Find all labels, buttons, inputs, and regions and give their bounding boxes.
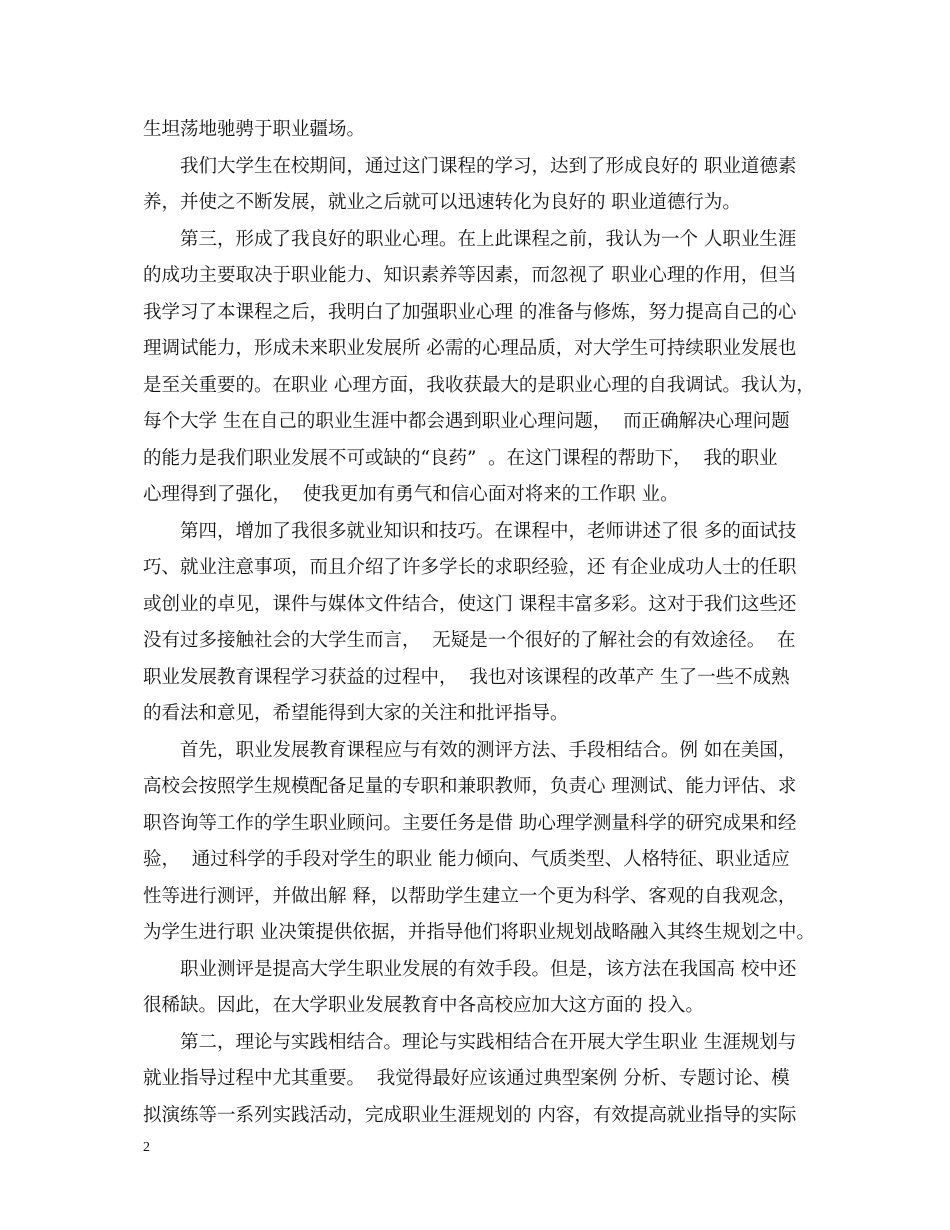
text-line: 没有过多接触社会的大学生而言， 无疑是一个很好的了解社会的有效途径。 在 (143, 630, 796, 651)
text-line: 第四，增加了我很多就业知识和技巧。在课程中，老师讲述了很 多的面试技 (180, 521, 797, 542)
text-line: 职业测评是提高大学生职业发展的有效手段。但是，该方法在我国高 校中还 (180, 959, 797, 980)
text-line: 的能力是我们职业发展不可或缺的“良药” 。在这门课程的帮助下， 我的职业 (143, 448, 778, 469)
text-line: 是至关重要的。在职业 心理方面，我收获最大的是职业心理的自我调试。我认为， (143, 375, 815, 396)
text-line: 第二，理论与实践相结合。理论与实践相结合在开展大学生职业 生涯规划与 (180, 1032, 797, 1053)
text-line: 第三，形成了我良好的职业心理。在上此课程之前，我认为一个 人职业生涯 (180, 229, 797, 250)
text-line: 高校会按照学生规模配备足量的专职和兼职教师，负责心 理测试、能力评估、求 (143, 776, 797, 797)
text-line: 理调试能力，形成未来职业发展所 必需的心理品质，对大学生可持续职业发展也 (143, 338, 797, 359)
text-line: 心理得到了强化， 使我更加有勇气和信心面对将来的工作职 业。 (143, 484, 679, 505)
text-line: 首先，职业发展教育课程应与有效的测评方法、手段相结合。例 如在美国， (180, 740, 797, 761)
text-line: 或创业的卓见，课件与媒体文件结合，使这门 课程丰富多彩。这对于我们这些还 (143, 594, 797, 615)
text-line: 就业指导过程中尤其重要。 我觉得最好应该通过典型案例 分析、专题讨论、模 (143, 1068, 790, 1089)
text-line: 巧、就业注意事项，而且介绍了许多学长的求职经验，还 有企业成功人士的任职 (143, 557, 797, 578)
text-line: 养，并使之不断发展，就业之后就可以迅速转化为良好的 职业道德行为。 (143, 192, 741, 213)
text-line: 为学生进行职 业决策提供依据，并指导他们将职业规划战略融入其终生规划之中。 (143, 922, 815, 943)
text-line: 验， 通过科学的手段对学生的职业 能力倾向、气质类型、人格特征、职业适应 (143, 849, 790, 870)
text-line: 的看法和意见，希望能得到大家的关注和批评指导。 (143, 703, 569, 724)
text-line: 拟演练等一系列实践活动，完成职业生涯规划的 内容，有效提高就业指导的实际 (143, 1105, 797, 1126)
text-line: 职业发展教育课程学习获益的过程中， 我也对该课程的改革产 生了一些不成熟 (143, 667, 790, 688)
text-line: 每个大学 生在自己的职业生涯中都会遇到职业心理问题， 而正确解决心理问题 (143, 411, 790, 432)
text-line: 生坦荡地驰骋于职业疆场。 (143, 119, 366, 140)
text-line: 我们大学生在校期间，通过这门课程的学习，达到了形成良好的 职业道德素 (180, 156, 797, 177)
text-line: 职咨询等工作的学生职业顾问。主要任务是借 助心理学测量科学的研究成果和经 (143, 813, 797, 834)
text-line: 我学习了本课程之后，我明白了加强职业心理 的准备与修炼，努力提高自己的心 (143, 302, 797, 323)
text-line: 性等进行测评，并做出解 释，以帮助学生建立一个更为科学、客观的自我观念， (143, 886, 797, 907)
page-number: 2 (143, 1140, 150, 1155)
text-line: 很稀缺。因此，在大学职业发展教育中各高校应加大这方面的 投入。 (143, 995, 704, 1016)
text-line: 的成功主要取决于职业能力、知识素养等因素，而忽视了 职业心理的作用，但当 (143, 265, 797, 286)
